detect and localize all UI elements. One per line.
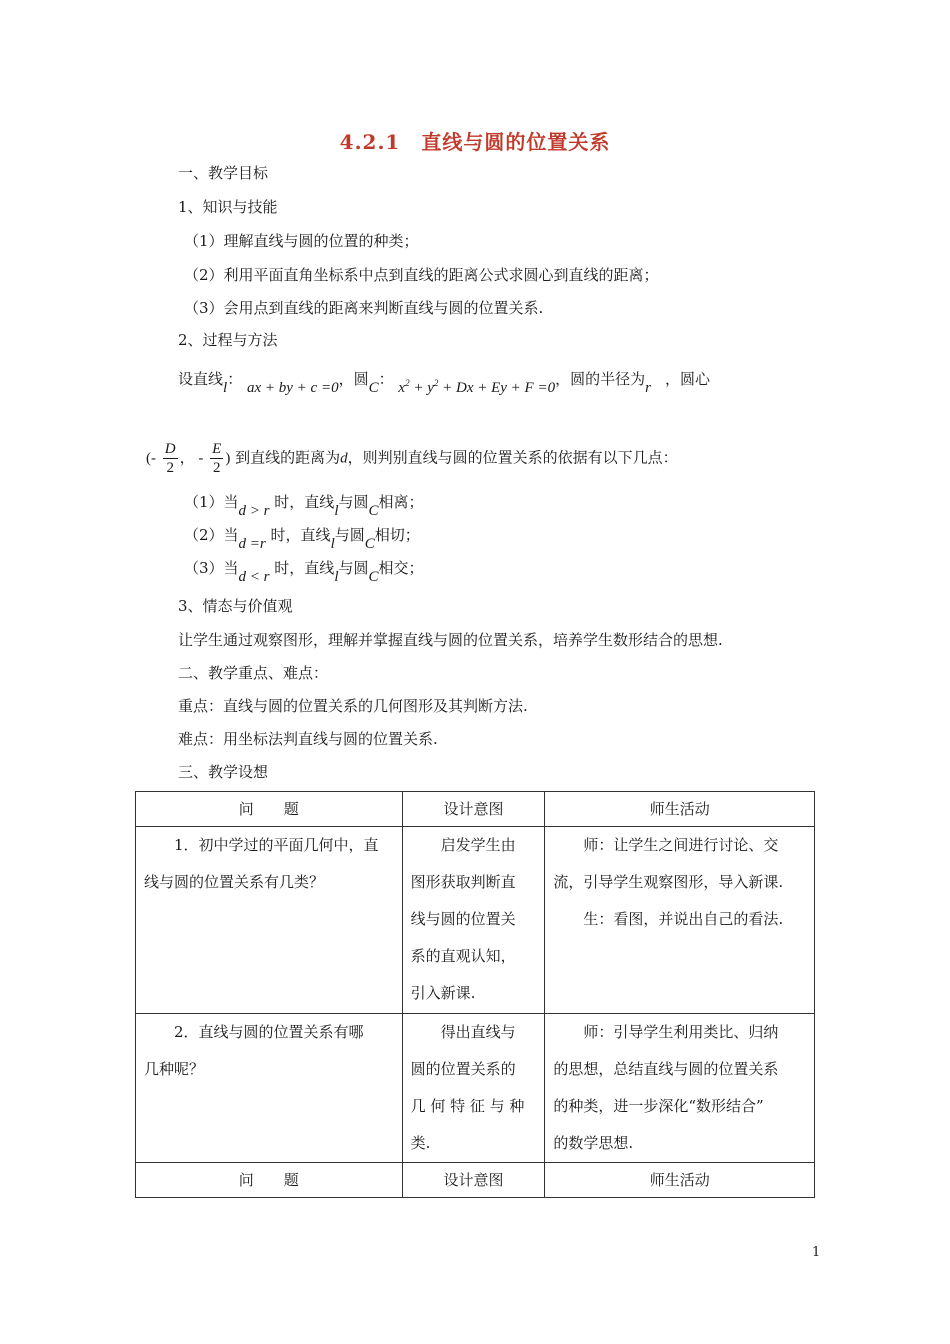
fraction-D: $\frac{D}{2}$ — [164, 441, 176, 476]
math-r: r — [645, 380, 651, 396]
header-intent: 设计意图 — [402, 792, 545, 827]
header-question: 问 题 — [136, 792, 403, 827]
paragraph: 让学生通过观察图形，理解并掌握直线与圆的位置关系，培养学生数形结合的思想. — [178, 631, 723, 649]
table-row — [136, 827, 815, 1014]
cell-intent: 启发学生由 图形获取判断直 线与圆的位置关 系的直观认知， 引入新课. — [402, 827, 545, 1014]
colon: ： — [227, 370, 243, 388]
cell-question: 2．直线与圆的位置关系有哪 几种呢？ — [136, 1014, 403, 1163]
math-d: d — [340, 450, 348, 467]
case-item: （2）当d =r 时，直线l与圆C相切； — [184, 526, 420, 552]
math-C: C — [368, 380, 379, 396]
cell-question: 1．初中学过的平面几何中，直 线与圆的位置关系有几类？ — [136, 827, 403, 1014]
subsection-knowledge-skills: 1、知识与技能 — [178, 198, 278, 216]
setup-text: ，圆 — [338, 370, 369, 388]
list-item: （1）理解直线与圆的位置的种类； — [184, 232, 419, 250]
setup-text: ，圆的半径为 — [555, 370, 646, 388]
setup-text: ，圆心 — [664, 370, 710, 388]
table-row — [136, 1014, 815, 1163]
teaching-design-table — [135, 791, 815, 1198]
page-number: 1 — [812, 1245, 821, 1260]
case-item: （3）当d < r 时，直线l与圆C相交； — [184, 559, 424, 585]
circle-equation: $x^2 + y^2 + Dx + Ey + F =0$ — [398, 378, 556, 396]
colon: ： — [378, 370, 394, 388]
setup-line — [178, 365, 710, 396]
line-equation: ax + by + c =0 — [246, 380, 339, 396]
center-line: (- $\frac{D}{2}$ ， - $\frac{E}{2}$ ) 到直线的距离为d，则判别直线与圆的位置关系的依据有以下几点： — [146, 441, 678, 476]
math-l: l — [223, 380, 228, 396]
header-activity: 师生活动 — [545, 1163, 815, 1198]
cell-activity: 师：引导学生利用类比、归纳 的思想，总结直线与圆的位置关系 的种类，进一步深化“数形结合” 的数学思想. — [545, 1014, 815, 1163]
setup-text: 设直线 — [178, 370, 224, 388]
subsection-values: 3、情态与价值观 — [178, 597, 293, 615]
section-heading-design: 三、教学设想 — [178, 763, 269, 781]
fraction-E: $\frac{E}{2}$ — [212, 441, 222, 476]
paragraph-key: 重点：直线与圆的位置关系的几何图形及其判断方法. — [178, 697, 528, 715]
header-question: 问 题 — [136, 1163, 403, 1198]
header-intent: 设计意图 — [402, 1163, 545, 1198]
section-heading-objectives: 一、教学目标 — [178, 164, 269, 182]
table-header-row — [136, 792, 815, 827]
list-item: （2）利用平面直角坐标系中点到直线的距离公式求圆心到直线的距离； — [184, 266, 659, 284]
table-footer-header-row — [136, 1163, 815, 1198]
cell-intent: 得出直线与 圆的位置关系的 几 何 特 征 与 种 类. — [402, 1014, 545, 1163]
subsection-process-method: 2、过程与方法 — [178, 331, 278, 349]
page-title: 4.2.1 直线与圆的位置关系 — [339, 130, 611, 154]
case-item: （1）当d > r 时，直线l与圆C相离； — [184, 493, 424, 519]
list-item: （3）会用点到直线的距离来判断直线与圆的位置关系. — [184, 299, 544, 317]
section-heading-key-points: 二、教学重点、难点： — [178, 664, 329, 682]
cell-activity: 师：让学生之间进行讨论、交 流，引导学生观察图形，导入新课. 生：看图，并说出自己的看法. — [545, 827, 815, 1014]
paragraph-hard: 难点：用坐标法判直线与圆的位置关系. — [178, 730, 438, 748]
header-activity: 师生活动 — [545, 792, 815, 827]
